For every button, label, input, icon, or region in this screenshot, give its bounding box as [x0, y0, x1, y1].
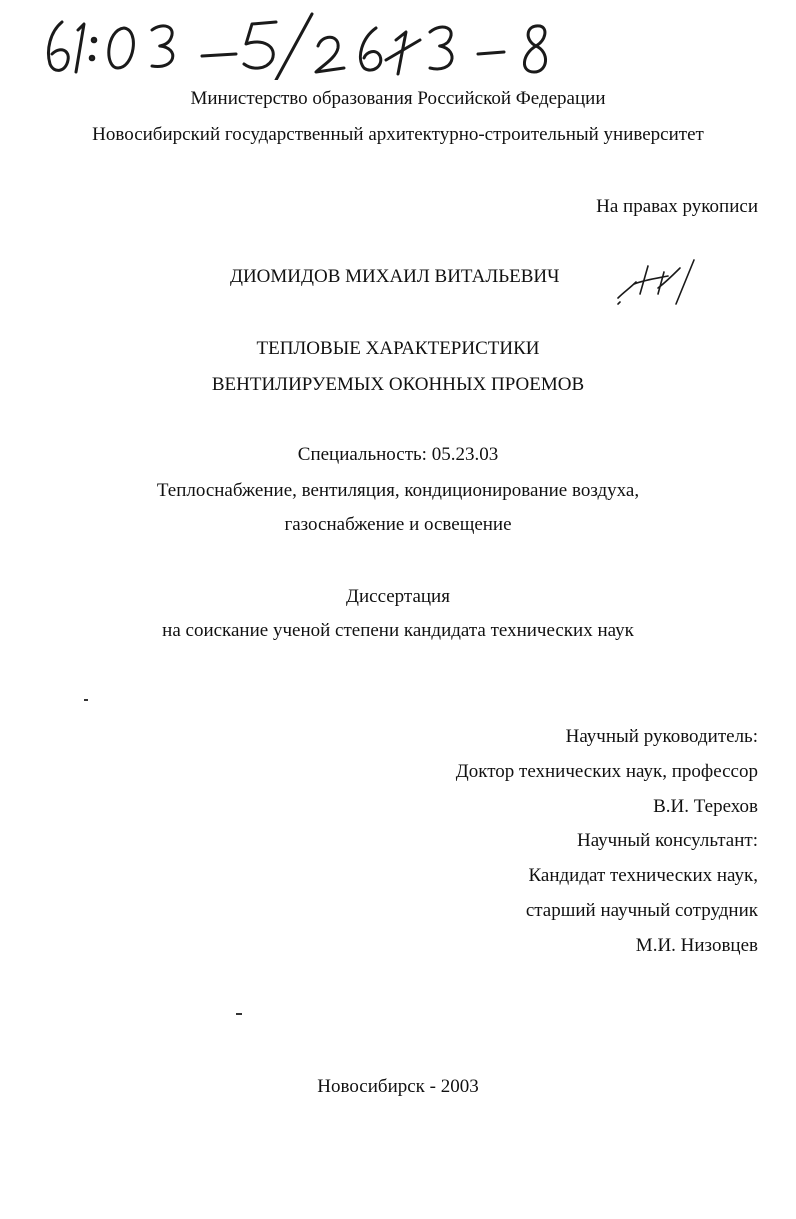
city-and-year: Новосибирск - 2003: [317, 1076, 479, 1097]
consultant-label: Научный консультант:: [576, 830, 758, 851]
supervisor-degree: Доктор технических наук, профессор: [455, 761, 758, 782]
ministry-name: Министерство образования Российской Федерации: [190, 88, 606, 109]
dissertation-title-line-2: ВЕНТИЛИРУЕМЫХ ОКОННЫХ ПРОЕМОВ: [211, 374, 585, 395]
handwritten-archive-number: [40, 10, 560, 80]
dissertation-title-line-1: ТЕПЛОВЫЕ ХАРАКТЕРИСТИКИ: [256, 338, 540, 359]
degree-sought: на соискание ученой степени кандидата технических наук: [162, 620, 634, 641]
supervisor-name: В.И. Терехов: [653, 796, 758, 817]
specialty-name-line-2: газоснабжение и освещение: [284, 514, 512, 535]
scan-speck: [236, 1013, 242, 1015]
specialty-code: Специальность: 05.23.03: [297, 444, 499, 465]
specialty-name-line-1: Теплоснабжение, вентиляция, кондиционирование воздуха,: [156, 480, 640, 501]
scan-speck: [84, 699, 88, 701]
university-name: Новосибирский государственный архитектурно-строительный университет: [92, 124, 704, 145]
consultant-position: старший научный сотрудник: [525, 900, 758, 921]
author-name: ДИОМИДОВ МИХАИЛ ВИТАЛЬЕВИЧ: [230, 266, 560, 287]
work-type: Диссертация: [346, 586, 450, 607]
manuscript-rights: На правах рукописи: [596, 196, 758, 217]
supervisor-label: Научный руководитель:: [565, 726, 758, 747]
consultant-degree: Кандидат технических наук,: [528, 865, 758, 886]
consultant-name: М.И. Низовцев: [635, 935, 758, 956]
author-signature: [614, 258, 704, 306]
